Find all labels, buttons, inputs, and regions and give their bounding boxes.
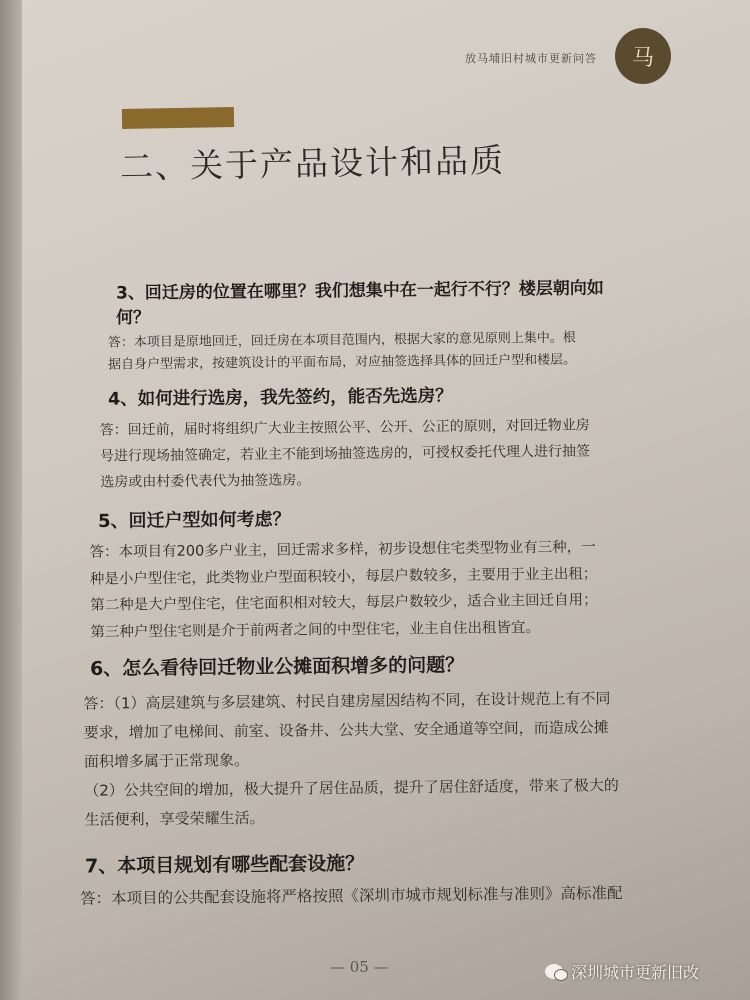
answer-6-line: 面积增多属于正常现象。	[83, 751, 250, 771]
answer-7	[80, 879, 623, 913]
answer-4-line: 号进行现场抽签确定，若业主不能到场抽签选房的，可授权委托代理人进行抽签	[99, 443, 591, 465]
answer-4-line: 选房或由村委代表代为抽签选房。	[100, 472, 311, 491]
question-6: 6、怎么看待回迁物业公摊面积增多的问题？	[89, 654, 465, 680]
watermark-text: 深圳城市更新旧改	[571, 963, 700, 982]
running-header: 放马埔旧村城市更新问答	[465, 52, 597, 65]
answer-4	[100, 412, 591, 495]
question-7: 7、本项目规划有哪些配套设施？	[84, 852, 365, 878]
answer-5-line: 第三种户型住宅则是介于前两者之间的中型住宅，业主自住出租皆宜。	[90, 619, 540, 641]
question-5: 5、回迁户型如何考虑？	[97, 508, 291, 533]
answer-5	[89, 534, 598, 645]
answer-6-line: 答：（1）高层建筑与多层建筑、村民自建房屋因结构不同，在设计规范上有不同	[83, 689, 611, 713]
answer-6-line: 要求，增加了电梯间、前室、设备井、公共大堂、安全通道等空间，而造成公摊	[83, 718, 609, 742]
answer-5-line: 种是小户型住宅，此类物业户型面积较小，每层户数较多，主要用于业主出租；	[89, 565, 598, 588]
answer-3-line: 据自身户型需求，按建筑设计的平面布局，对应抽签选择具体的回迁户型和楼层。	[108, 352, 577, 373]
section-title: 二、关于产品设计和品质	[119, 140, 506, 187]
answer-5-line: 答：本项目有200多户业主，回迁需求多样，初步设想住宅类型物业有三种，一	[89, 539, 596, 561]
question-3-line-2: 何？	[115, 307, 151, 329]
answer-3	[108, 328, 576, 377]
answer-5-line: 第二种是大户型住宅，住宅面积相对较大，每层户数较少，适合业主回迁自用；	[90, 592, 598, 614]
page-fold-shadow	[0, 0, 22, 1000]
question-3-line-1: 3、回迁房的位置在哪里？我们想集中在一起行不行？楼层朝向如	[115, 278, 604, 304]
wechat-icon	[545, 964, 563, 979]
answer-7-line: 答：本项目的公共配套设施将严格按照《深圳市城市规划标准与准则》高标准配	[79, 884, 623, 908]
accent-bar	[122, 107, 234, 129]
page-number: — 05 —	[330, 958, 389, 976]
answer-6-line: （2）公共空间的增加，极大提升了居住品质，提升了居住舒适度，带来了极大的	[84, 776, 619, 800]
wechat-watermark	[545, 960, 699, 983]
answer-6	[83, 684, 619, 835]
answer-3-line: 答：本项目是原地回迁，回迁房在本项目范围内，根据大家的意见原则上集中。根	[107, 330, 576, 351]
question-4: 4、如何进行选房，我先签约，能否先选房？	[107, 386, 453, 410]
seal-logo: 马	[615, 28, 671, 84]
answer-6-line: 生活便利，享受荣耀生活。	[84, 808, 265, 829]
answer-4-line: 答：回迁前，届时将组织广大业主按照公平、公开、公正的原则，对回迁物业房	[99, 417, 590, 439]
